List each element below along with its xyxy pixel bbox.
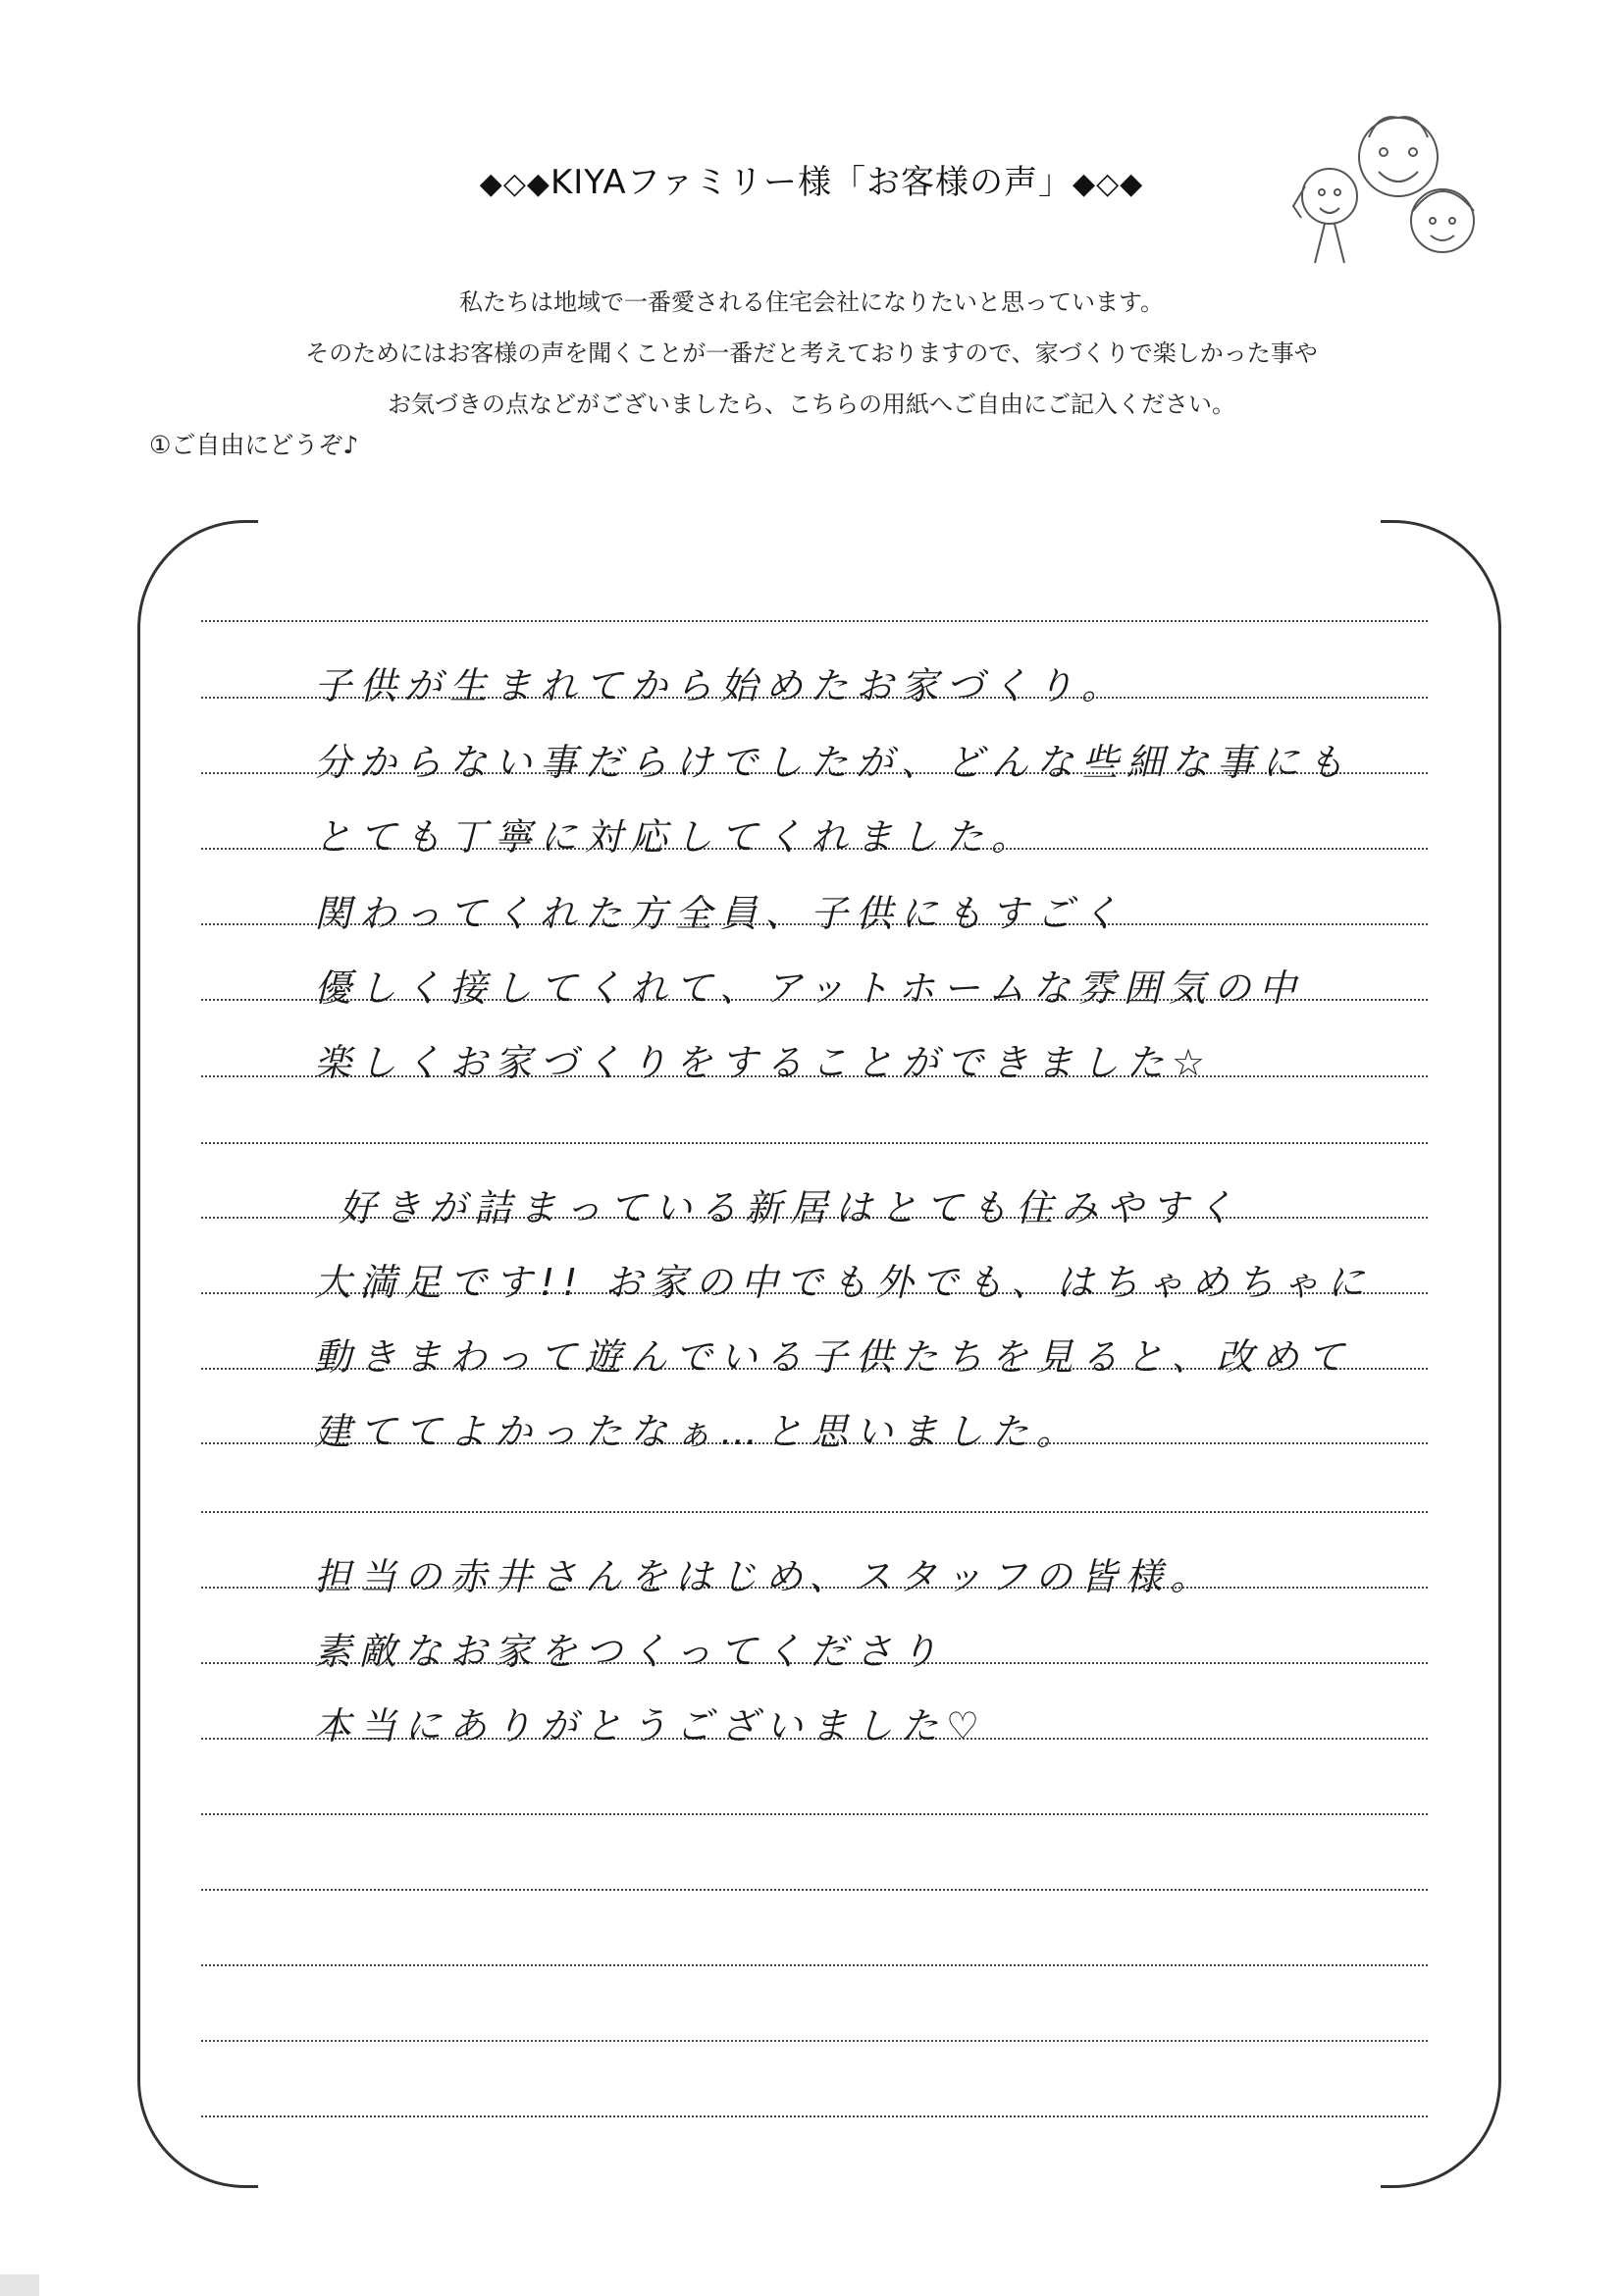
frame-corner-bottom-right bbox=[1381, 2067, 1501, 2188]
handwritten-line-11: 担当の赤井さんをはじめ、スタッフの皆様。 bbox=[314, 1555, 1216, 1598]
ruled-line bbox=[201, 620, 1428, 622]
handwritten-line-10: 建ててよかったなぁ…と思いました。 bbox=[314, 1410, 1082, 1453]
handwritten-line-7: 好きが詰まっている新居はとても住みやすく bbox=[339, 1186, 1242, 1229]
frame-corner-bottom-left bbox=[137, 2067, 258, 2188]
ruled-line bbox=[201, 2115, 1428, 2117]
scan-corner-mark bbox=[0, 2274, 39, 2296]
free-comment-prompt: ①ご自由にどうぞ♪ bbox=[149, 431, 359, 459]
title-text: KIYAファミリー様「お客様の声」 bbox=[550, 163, 1073, 202]
intro-line-3: お気づきの点などがございましたら、こちらの用紙へご自由にご記入ください。 bbox=[388, 391, 1235, 418]
handwritten-line-6: 楽しくお家づくりをすることができました☆ bbox=[314, 1041, 1214, 1084]
ruled-line bbox=[201, 1889, 1428, 1891]
intro-line-1: 私たちは地域で一番愛される住宅会社になりたいと思っています。 bbox=[458, 288, 1165, 316]
handwritten-line-2: 分からない事だらけでしたが、どんな些細な事にも bbox=[314, 741, 1353, 784]
ruled-line bbox=[201, 1964, 1428, 1966]
handwritten-line-12: 素敵なお家をつくってくださり bbox=[314, 1630, 946, 1673]
ruled-line bbox=[201, 1511, 1428, 1513]
face-mother-icon bbox=[1411, 189, 1474, 252]
handwritten-line-9: 動きまわって遊んでいる子供たちを見ると、改めて bbox=[314, 1335, 1352, 1379]
face-child-icon bbox=[1302, 169, 1357, 224]
title-diamonds-left: ◆◇◆ bbox=[479, 167, 550, 201]
handwritten-line-5: 優しく接してくれて、アットホームな雰囲気の中 bbox=[314, 966, 1304, 1010]
face-father-icon bbox=[1359, 118, 1438, 196]
handwritten-line-8: 大満足です!! お家の中でも外でも、はちゃめちゃに bbox=[314, 1261, 1373, 1304]
ruled-line bbox=[201, 1142, 1428, 1144]
frame-corner-top-right bbox=[1381, 520, 1501, 641]
handwritten-line-4: 関わってくれた方全員、子供にもすごく bbox=[314, 892, 1126, 935]
title-diamonds-right: ◆◇◆ bbox=[1073, 167, 1144, 201]
handwritten-line-3: とても丁寧に対応してくれました。 bbox=[314, 815, 1037, 859]
ruled-line bbox=[201, 1813, 1428, 1815]
frame-corner-top-left bbox=[137, 520, 258, 641]
frame-edge-right bbox=[1498, 638, 1501, 2070]
handwritten-line-13: 本当にありがとうございました♡ bbox=[314, 1704, 988, 1748]
handwritten-line-1: 子供が生まれてから始めたお家づくり。 bbox=[314, 664, 1127, 707]
intro-line-2: そのためにはお客様の声を聞くことが一番だと考えておりますので、家づくりで楽しかった事や bbox=[305, 339, 1318, 367]
frame-edge-left bbox=[137, 638, 140, 2070]
ruled-line bbox=[201, 2040, 1428, 2042]
family-faces-illustration bbox=[1276, 98, 1501, 275]
